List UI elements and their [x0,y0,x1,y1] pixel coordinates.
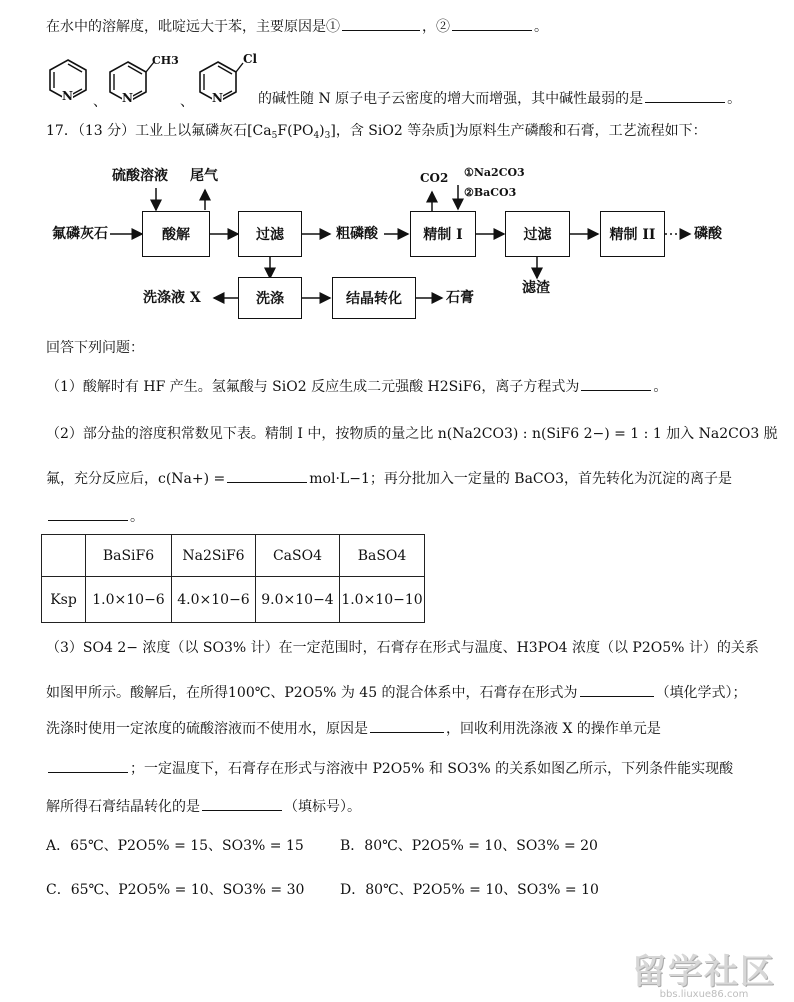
blank-q3-form[interactable] [580,682,654,697]
flow-box-refine-1: 精制 I [410,211,476,257]
q3-line-1: （3）SO4 2− 浓度（以 SO3% 计）在一定范围时，石膏存在形式与温度、H3PO4 浓度（以 P2O5% 计）的关系 [46,640,759,656]
watermark [632,944,776,1000]
q3-line-2: 如图甲所示。酸解后，在所得100℃、P2O5% 为 45 的混合体系中，石膏存在形式为 （填化学式）； [46,682,747,703]
table-row-label: Ksp [42,577,86,623]
ring-atom-n2: N [122,91,133,105]
flow-crude-label: 粗磷酸 [336,226,378,242]
flow-box-dissolve: 酸解 [142,211,210,257]
q2-line-2: 氟，充分反应后，c(Na+) = mol·L−1；再分批加入一定量的 BaCO3，首先转化为沉淀的离子是 [46,468,736,489]
q1-line: （1）酸解时有 HF 产生。氢氟酸与 SiO2 反应生成二元强酸 H2SiF6，离子方程式为 。 [46,376,667,397]
line-1: 在水中的溶解度，吡啶远大于苯，主要原因是① ，② 。 [46,16,548,37]
substituent-ch3: CH3 [152,54,179,67]
ksp-table [41,534,425,623]
watermark-url: bbs.liuxue86.com [659,989,749,1000]
q3-line-4: ；一定温度下，石膏存在形式与溶液中 P2O5% 和 SO3% 的关系如图乙所示，下列条件能实现酸 [46,758,733,779]
sep-1: 、 [93,94,107,110]
flow-input-label: 氟磷灰石 [52,226,108,242]
blank-q2-na[interactable] [227,468,307,483]
q2-line-3: 。 [46,506,144,527]
table-header: Na2SiF6 [172,535,256,577]
flow-box-refine-2: 精制 II [600,211,665,257]
option-a[interactable]: A．65℃、P2O5% = 15、SO3% = 15 [46,838,304,854]
ring-atom-n3: N [212,91,223,105]
q2-line-1: （2）部分盐的溶度积常数见下表。精制 I 中，按物质的量之比 n(Na2CO3) : n(SiF6 2−) = 1 : 1 加入 Na2CO3 脱 [46,426,778,442]
option-b[interactable]: B．80℃、P2O5% = 10、SO3% = 20 [340,838,598,854]
flow-box-filter-1: 过滤 [238,211,302,257]
table-cell: 1.0×10−6 [86,577,172,623]
q17-heading: 17．（13 分）工业上以氟磷灰石$[Ca_5F(PO_4)_3]$，含 SiO2 等杂质]为原料生产磷酸和石膏，工艺流程如下： [46,123,707,141]
option-d[interactable]: D．80℃、P2O5% = 10、SO3% = 10 [340,882,599,898]
blank-q3-reason[interactable] [370,718,444,733]
flow-box-filter-2: 过滤 [505,211,570,257]
flow-residue-label: 滤渣 [522,280,550,296]
flow-reagent-1: ①Na2CO3 [464,166,525,179]
table-header: BaSO4 [340,535,425,577]
flow-gypsum-label: 石膏 [446,290,474,306]
q3-line-5: 解所得石膏结晶转化的是 （填标号）。 [46,796,361,817]
table-corner [42,535,86,577]
process-flowchart-arrows [0,0,794,320]
table-header: CaSO4 [256,535,340,577]
blank-q3-choice[interactable] [202,796,282,811]
flow-box-wash: 洗涤 [238,277,302,319]
flow-co2-label: CO2 [420,171,449,185]
blank-q2-ion[interactable] [48,506,128,521]
table-header: BaSiF6 [86,535,172,577]
flow-product-label: 磷酸 [694,226,722,242]
structures-line: 的碱性随 N 原子电子云密度的增大而增强，其中碱性最弱的是 。 [258,88,741,109]
sep-2: 、 [180,94,194,110]
flow-acid-label: 硫酸溶液 [112,168,168,184]
ring-atom-n1: N [62,89,73,103]
flow-wash-liquid-label: 洗涤液 X [143,290,201,306]
table-cell: 4.0×10−6 [172,577,256,623]
blank-q1[interactable] [581,376,651,391]
flow-box-crystal: 结晶转化 [332,277,416,319]
flow-reagent-2: ②BaCO3 [464,186,517,199]
answer-prompt: 回答下列问题： [46,340,144,356]
flow-exhaust-label: 尾气 [190,168,218,184]
option-c[interactable]: C．65℃、P2O5% = 10、SO3% = 30 [46,882,305,898]
table-cell: 9.0×10−4 [256,577,340,623]
table-cell: 1.0×10−10 [340,577,425,623]
q3-line-3: 洗涤时使用一定浓度的硫酸溶液而不使用水，原因是 ，回收利用洗涤液 X 的操作单元是 [46,718,661,739]
q17-formula: $[Ca_5F(PO_4)_3]$ [247,123,336,141]
substituent-cl: Cl [243,52,258,66]
blank-q3-unit[interactable] [48,758,128,773]
watermark-logo: 留学社区 [632,952,776,992]
